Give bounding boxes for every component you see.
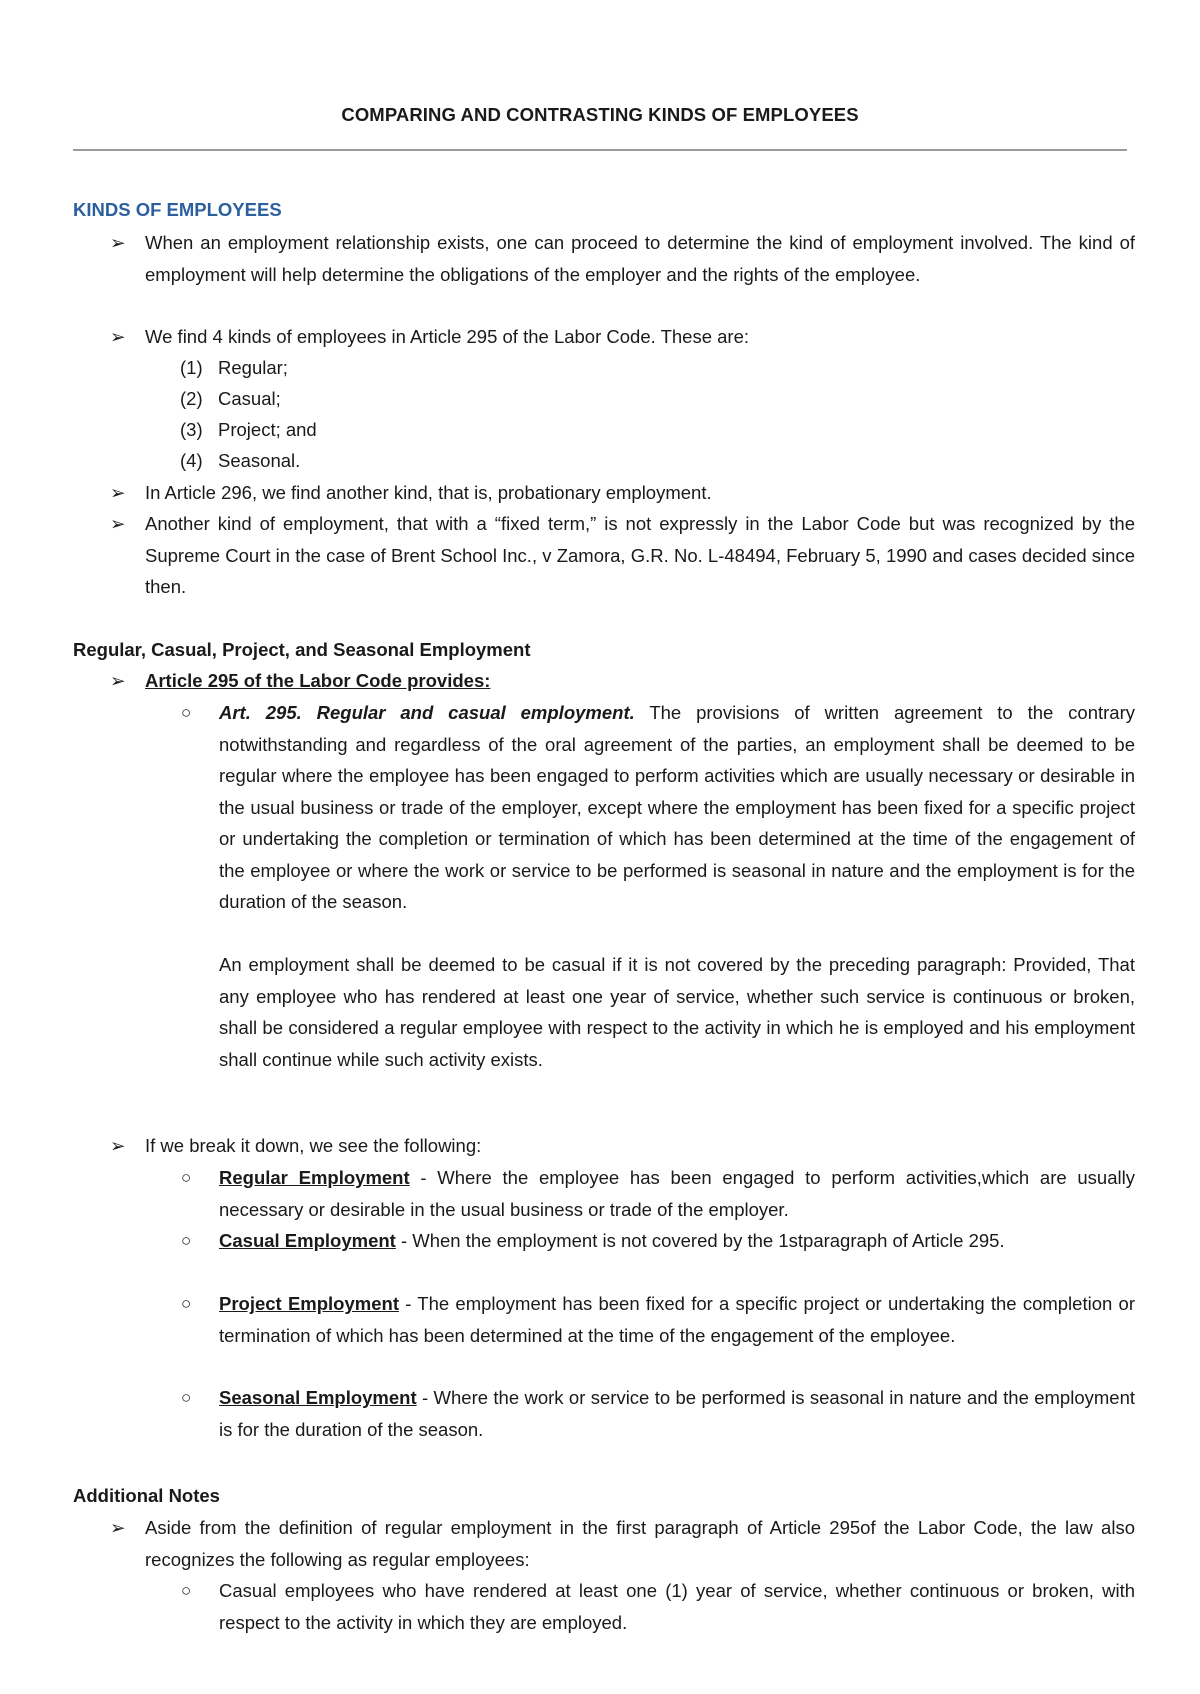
casual-employment-item: Casual Employment - When the employment is not covered by the 1stparagraph of Article 295.: [219, 1230, 1005, 1251]
title-divider: [73, 149, 1127, 151]
project-employment-item: Project Employment - The employment has been fixed for a specific project or undertaking the completion or termination of which has been determined at the time of the engagement of the employee.: [219, 1293, 1135, 1346]
paragraph-probationary: In Article 296, we find another kind, that is, probationary employment.: [145, 482, 712, 503]
article-295-text: Art. 295. Regular and casual employment. The provisions of written agreement to the contrary notwithstanding and regardless of the oral agreement of the parties, an employment shall be deemed to be regular where the employee has been engaged to perform activities which are usually necessary or desirable in the usual business or trade of the employer, except where the employment has been fixed for a specific project or undertaking the completion or termination of which has been determined at the time of the engagement of the employee or where the work or service to be performed is seasonal in nature and the employment is for the duration of the season. An employment shall be deemed to be casual if it is not covered by the preceding paragraph: Provided, That any employee who has rendered at least one year of service, whether such service is continuous or broken, shall be considered a regular employee with respect to the activity in which he is employed and his employment shall continue while such activity exists.: [219, 702, 1136, 1070]
circle-bullet-icon: ○: [181, 1168, 192, 1187]
paragraph-additional-regular: Aside from the definition of regular employment in the first paragraph of Article 295of the Labor Code, the law also recognizes the following as regular employees:: [145, 1517, 1135, 1570]
circle-bullet-icon: ○: [181, 1294, 192, 1313]
arrowhead-bullet-icon: ➢: [110, 1135, 126, 1156]
section-heading-kinds: KINDS OF EMPLOYEES: [73, 199, 282, 220]
paragraph-fixed-term: Another kind of employment, that with a “fixed term,” is not expressly in the Labor Code but was recognized by the Supreme Court in the case of Brent School Inc., v Zamora, G.R. No. L-48494, February 5, 1990 and cases decided since then.: [145, 513, 1135, 597]
arrowhead-bullet-icon: ➢: [110, 326, 126, 347]
section-heading-additional-notes: Additional Notes: [73, 1485, 220, 1506]
arrowhead-bullet-icon: ➢: [110, 232, 126, 253]
arrowhead-bullet-icon: ➢: [110, 1517, 126, 1538]
circle-bullet-icon: ○: [181, 703, 192, 722]
arrowhead-bullet-icon: ➢: [110, 482, 126, 503]
arrowhead-bullet-icon: ➢: [110, 513, 126, 534]
circle-bullet-icon: ○: [181, 1581, 192, 1600]
paragraph-four-kinds: We find 4 kinds of employees in Article 295 of the Labor Code. These are:: [145, 326, 750, 347]
paragraph-kinds-intro: When an employment relationship exists, one can proceed to determine the kind of employment involved. The kind of employment will help determine the obligations of the employer and the rights of the employee.: [145, 232, 1135, 285]
section-heading-regular-casual: Regular, Casual, Project, and Seasonal Employment: [73, 639, 531, 660]
document-title: COMPARING AND CONTRASTING KINDS OF EMPLOYEES: [341, 104, 859, 125]
seasonal-employment-item: Seasonal Employment - Where the work or service to be performed is seasonal in nature and the employment is for the duration of the season.: [219, 1387, 1135, 1440]
circle-bullet-icon: ○: [181, 1388, 192, 1407]
list-item: (2) Casual;: [180, 388, 281, 409]
article-295-reference: Article 295 of the Labor Code provides:: [145, 670, 491, 691]
circle-bullet-icon: ○: [181, 1231, 192, 1250]
list-item: (1) Regular;: [180, 357, 288, 378]
paragraph-breakdown: If we break it down, we see the following:: [145, 1135, 482, 1156]
arrowhead-bullet-icon: ➢: [110, 670, 126, 691]
list-item: (4) Seasonal.: [180, 450, 301, 471]
casual-one-year-item: Casual employees who have rendered at least one (1) year of service, whether continuous or broken, with respect to the activity in which they are employed.: [219, 1580, 1135, 1633]
list-item: (3) Project; and: [180, 419, 317, 440]
regular-employment-item: Regular Employment - Where the employee has been engaged to perform activities,which are usually necessary or desirable in the usual business or trade of the employer.: [219, 1167, 1135, 1220]
